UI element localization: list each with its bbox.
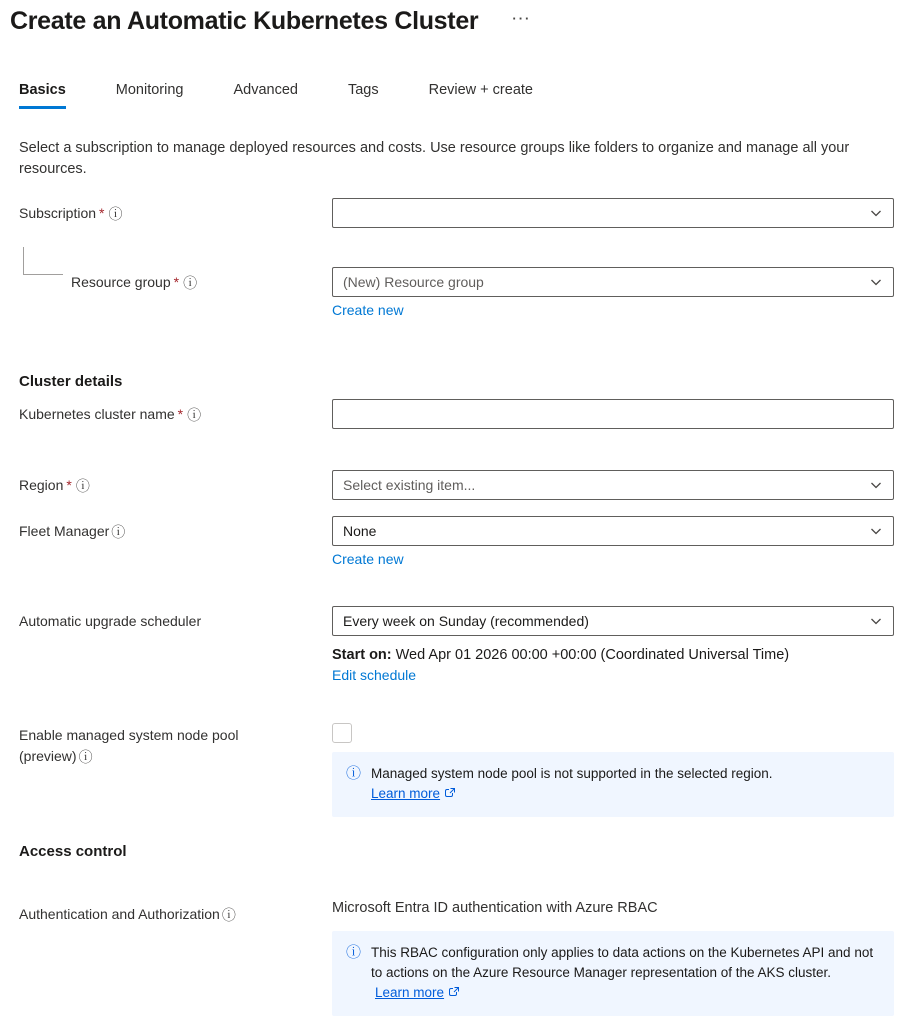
info-icon[interactable]: ⓘ — [187, 407, 202, 423]
chevron-down-icon — [869, 275, 883, 289]
tab-basics[interactable]: Basics — [19, 82, 66, 109]
node-pool-label: Enable managed system node pool (preview) ⓘ — [19, 723, 332, 817]
resource-group-label: Resource group * ⓘ — [19, 267, 332, 320]
tab-advanced[interactable]: Advanced — [233, 82, 298, 98]
cluster-name-input[interactable] — [332, 399, 894, 429]
section-cluster-details: Cluster details — [19, 373, 123, 390]
tab-review-create[interactable]: Review + create — [428, 82, 533, 98]
header — [10, 6, 894, 36]
fleet-manager-dropdown[interactable] — [332, 516, 894, 546]
info-icon[interactable]: ⓘ — [111, 524, 126, 540]
subscription-label: Subscription * ⓘ — [19, 198, 332, 229]
cluster-name-label: Kubernetes cluster name * ⓘ — [19, 399, 332, 430]
required-mark: * — [66, 477, 72, 493]
chevron-down-icon — [869, 478, 883, 492]
info-icon[interactable]: ⓘ — [108, 206, 123, 222]
auth-label: Authentication and Authorization ⓘ — [19, 906, 236, 923]
tab-tags[interactable]: Tags — [347, 82, 379, 98]
upgrade-scheduler-dropdown[interactable] — [332, 606, 894, 636]
chevron-down-icon — [869, 614, 883, 628]
hierarchy-connector — [23, 247, 63, 275]
upgrade-scheduler-value: Every week on Sunday (recommended) — [343, 613, 589, 629]
required-mark: * — [177, 406, 184, 422]
learn-more-link[interactable]: Learn more — [375, 985, 445, 1000]
fleet-manager-label: Fleet Manager ⓘ — [19, 516, 332, 569]
subscription-dropdown[interactable] — [332, 198, 894, 228]
node-pool-info-text: Managed system node pool is not supported in the selected region. — [371, 766, 773, 781]
tab-monitoring[interactable]: Monitoring — [115, 82, 184, 98]
region-row — [19, 470, 894, 501]
rbac-info-text: This RBAC configuration only applies to data actions on the Kubernetes API and not to actions on the Azure Resource Manager representation of the AKS cluster. — [371, 945, 874, 980]
create-new-fleet-link[interactable]: Create new — [332, 551, 404, 567]
required-mark: * — [173, 274, 180, 290]
node-pool-infobox — [332, 752, 894, 817]
resource-group-dropdown[interactable] — [332, 267, 894, 297]
info-icon: ⓘ — [346, 765, 362, 782]
learn-more-link[interactable]: Learn more — [371, 786, 441, 801]
info-icon[interactable]: ⓘ — [221, 907, 236, 923]
fleet-manager-row — [19, 516, 894, 569]
upgrade-scheduler-label: Automatic upgrade scheduler — [19, 613, 202, 629]
create-new-resource-group-link[interactable]: Create new — [332, 302, 404, 318]
resource-group-value: (New) Resource group — [343, 274, 484, 290]
region-placeholder: Select existing item... — [343, 477, 476, 493]
region-label: Region * ⓘ — [19, 470, 332, 501]
chevron-down-icon — [869, 524, 883, 538]
start-on-text — [332, 645, 894, 665]
region-dropdown[interactable] — [332, 470, 894, 500]
start-on-value: Wed Apr 01 2026 00:00 +00:00 (Coordinated Universal Time) — [391, 647, 790, 663]
info-icon[interactable]: ⓘ — [183, 275, 198, 291]
rbac-infobox — [332, 931, 894, 1016]
edit-schedule-link[interactable]: Edit schedule — [332, 667, 417, 683]
info-icon: ⓘ — [346, 944, 362, 961]
cluster-name-row — [19, 399, 894, 430]
node-pool-checkbox[interactable] — [332, 723, 352, 743]
auth-row — [19, 898, 894, 1016]
external-link-icon — [448, 984, 460, 1004]
start-on-label: Start on: — [332, 647, 392, 663]
upgrade-scheduler-row — [19, 606, 894, 685]
tab-bar — [19, 82, 894, 109]
subscription-row — [19, 198, 894, 229]
info-icon[interactable]: ⓘ — [78, 749, 93, 765]
intro-text: Select a subscription to manage deployed resources and costs. Use resource groups like folders to organize and manage all your resources. — [19, 140, 850, 177]
resource-group-row — [19, 267, 894, 320]
chevron-down-icon — [869, 206, 883, 220]
section-access-control: Access control — [19, 843, 127, 860]
fleet-manager-value: None — [343, 523, 377, 539]
node-pool-row — [19, 723, 894, 817]
page-title: Create an Automatic Kubernetes Cluster — [10, 7, 479, 35]
external-link-icon — [444, 785, 456, 805]
auth-value: Microsoft Entra ID authentication with Azure RBAC — [332, 900, 658, 916]
required-mark: * — [99, 205, 105, 221]
more-options-button[interactable]: ··· — [512, 11, 532, 26]
info-icon[interactable]: ⓘ — [75, 478, 90, 494]
